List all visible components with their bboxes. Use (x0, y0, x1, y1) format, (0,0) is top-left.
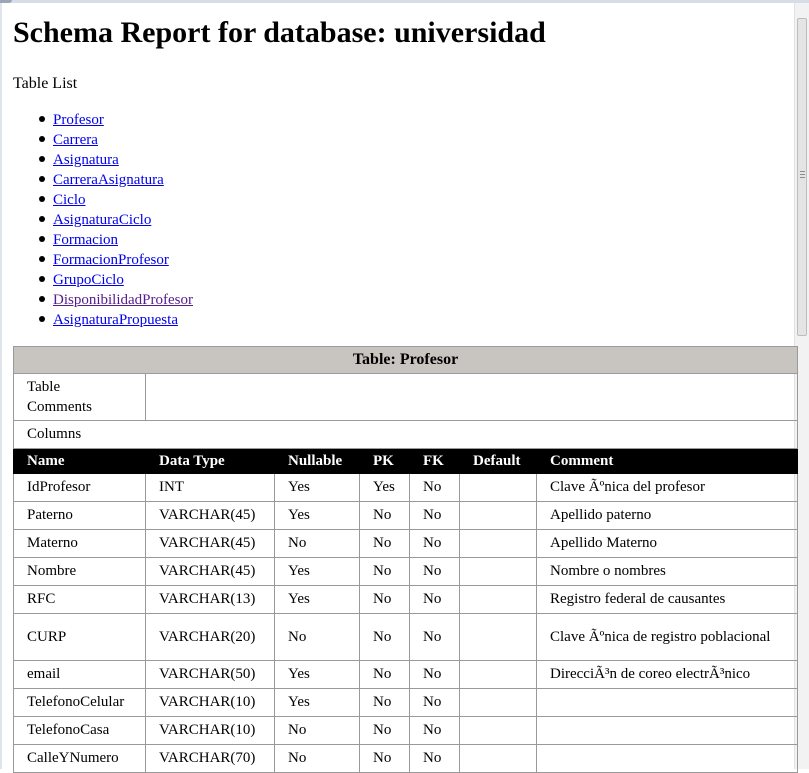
column-header-fk: FK (410, 449, 460, 474)
scrollbar-thumb[interactable] (797, 18, 807, 336)
column-header-comment: Comment (537, 449, 798, 474)
window-left-edge (0, 3, 2, 769)
table-list-item (13, 250, 193, 270)
cell-comment: Apellido Materno (537, 530, 798, 558)
cell-default (460, 689, 537, 717)
cell-name: Nombre (14, 558, 146, 586)
scrollbar-grip-line (800, 174, 805, 175)
cell-default (460, 745, 537, 773)
cell-data-type: VARCHAR(45) (146, 558, 275, 586)
cell-comment (537, 689, 798, 717)
cell-pk: No (360, 586, 410, 614)
cell-default (460, 474, 537, 502)
column-header-data-type: Data Type (146, 449, 275, 474)
cell-name: RFC (14, 586, 146, 614)
table-row (14, 558, 798, 586)
cell-fk: No (410, 474, 460, 502)
cell-nullable: No (275, 530, 360, 558)
cell-fk: No (410, 558, 460, 586)
table-list-item (13, 130, 193, 150)
cell-fk: No (410, 614, 460, 661)
cell-default (460, 661, 537, 689)
cell-nullable: Yes (275, 661, 360, 689)
cell-nullable: No (275, 717, 360, 745)
table-list-item (13, 170, 193, 190)
cell-data-type: INT (146, 474, 275, 502)
cell-name: email (14, 661, 146, 689)
table-title: Table: Profesor (14, 347, 798, 374)
cell-data-type: VARCHAR(70) (146, 745, 275, 773)
cell-fk: No (410, 502, 460, 530)
cell-pk: No (360, 689, 410, 717)
table-row (14, 502, 798, 530)
table-link-ciclo[interactable]: Ciclo (53, 192, 86, 208)
window-top-strip (0, 0, 809, 3)
columns-label: Columns (14, 421, 798, 449)
cell-fk: No (410, 661, 460, 689)
cell-name: IdProfesor (14, 474, 146, 502)
table-link-grupociclo[interactable]: GrupoCiclo (53, 272, 124, 288)
cell-comment: Apellido paterno (537, 502, 798, 530)
cell-fk: No (410, 745, 460, 773)
columns-header-row (14, 449, 798, 474)
table-list-item (13, 190, 193, 210)
cell-pk: No (360, 614, 410, 661)
table-link-asignatura[interactable]: Asignatura (53, 152, 119, 168)
cell-fk: No (410, 586, 460, 614)
column-header-nullable: Nullable (275, 449, 360, 474)
cell-default (460, 558, 537, 586)
cell-data-type: VARCHAR(10) (146, 717, 275, 745)
cell-nullable: Yes (275, 474, 360, 502)
table-row (14, 717, 798, 745)
table-row (14, 530, 798, 558)
table-comments-value (146, 374, 798, 421)
cell-data-type: VARCHAR(13) (146, 586, 275, 614)
table-link-carreraasignatura[interactable]: CarreraAsignatura (53, 172, 164, 188)
cell-comment: Clave Ãºnica de registro poblacional (537, 614, 798, 661)
cell-default (460, 502, 537, 530)
cell-comment: Nombre o nombres (537, 558, 798, 586)
cell-data-type: VARCHAR(20) (146, 614, 275, 661)
cell-comment: DirecciÃ³n de coreo electrÃ³nico (537, 661, 798, 689)
table-row (14, 661, 798, 689)
cell-pk: Yes (360, 474, 410, 502)
cell-name: CURP (14, 614, 146, 661)
table-link-disponibilidadprofesor[interactable]: DisponibilidadProfesor (53, 292, 193, 308)
cell-fk: No (410, 717, 460, 745)
cell-data-type: VARCHAR(45) (146, 502, 275, 530)
cell-default (460, 614, 537, 661)
table-link-formacionprofesor[interactable]: FormacionProfesor (53, 252, 169, 268)
cell-name: TelefonoCelular (14, 689, 146, 717)
cell-fk: No (410, 689, 460, 717)
cell-data-type: VARCHAR(45) (146, 530, 275, 558)
cell-pk: No (360, 717, 410, 745)
cell-default (460, 530, 537, 558)
table-link-carrera[interactable]: Carrera (53, 132, 98, 148)
cell-nullable: Yes (275, 586, 360, 614)
scrollbar-grip-line (800, 171, 805, 172)
cell-nullable: Yes (275, 689, 360, 717)
table-row (14, 745, 798, 773)
cell-nullable: Yes (275, 502, 360, 530)
table-list-item (13, 310, 193, 330)
table-list-item (13, 230, 193, 250)
table-link-asignaturaciclo[interactable]: AsignaturaCiclo (53, 212, 152, 228)
cell-name: TelefonoCasa (14, 717, 146, 745)
table-comments-label-text: Table Comments (27, 379, 93, 415)
cell-nullable: Yes (275, 558, 360, 586)
cell-fk: No (410, 530, 460, 558)
cell-data-type: VARCHAR(10) (146, 689, 275, 717)
cell-pk: No (360, 502, 410, 530)
column-header-pk: PK (360, 449, 410, 474)
cell-name: Paterno (14, 502, 146, 530)
column-header-default: Default (460, 449, 537, 474)
table-list-label: Table List (13, 75, 78, 92)
table-row (14, 614, 798, 661)
table-row (14, 586, 798, 614)
table-link-profesor[interactable]: Profesor (53, 112, 104, 128)
cell-pk: No (360, 530, 410, 558)
column-header-name: Name (14, 449, 146, 474)
cell-default (460, 586, 537, 614)
table-list-item (13, 150, 193, 170)
cell-pk: No (360, 745, 410, 773)
table-list-item (13, 210, 193, 230)
cell-nullable: No (275, 745, 360, 773)
table-comments-label (14, 374, 146, 421)
schema-table-profesor (13, 346, 798, 773)
table-link-formacion[interactable]: Formacion (53, 232, 118, 248)
table-list-item (13, 290, 193, 310)
cell-nullable: No (275, 614, 360, 661)
columns-body (14, 474, 798, 773)
scrollbar-grip-line (800, 177, 805, 178)
table-list-item (13, 270, 193, 290)
cell-name: CalleYNumero (14, 745, 146, 773)
table-list (13, 110, 193, 330)
cell-comment (537, 745, 798, 773)
cell-comment (537, 717, 798, 745)
cell-pk: No (360, 558, 410, 586)
cell-comment: Registro federal de causantes (537, 586, 798, 614)
table-row (14, 474, 798, 502)
page-title: Schema Report for database: universidad (13, 16, 546, 49)
cell-pk: No (360, 661, 410, 689)
table-link-asignaturapropuesta[interactable]: AsignaturaPropuesta (53, 312, 178, 328)
table-row (14, 689, 798, 717)
table-list-item (13, 110, 193, 130)
cell-data-type: VARCHAR(50) (146, 661, 275, 689)
cell-default (460, 717, 537, 745)
cell-name: Materno (14, 530, 146, 558)
cell-comment: Clave Ãºnica del profesor (537, 474, 798, 502)
